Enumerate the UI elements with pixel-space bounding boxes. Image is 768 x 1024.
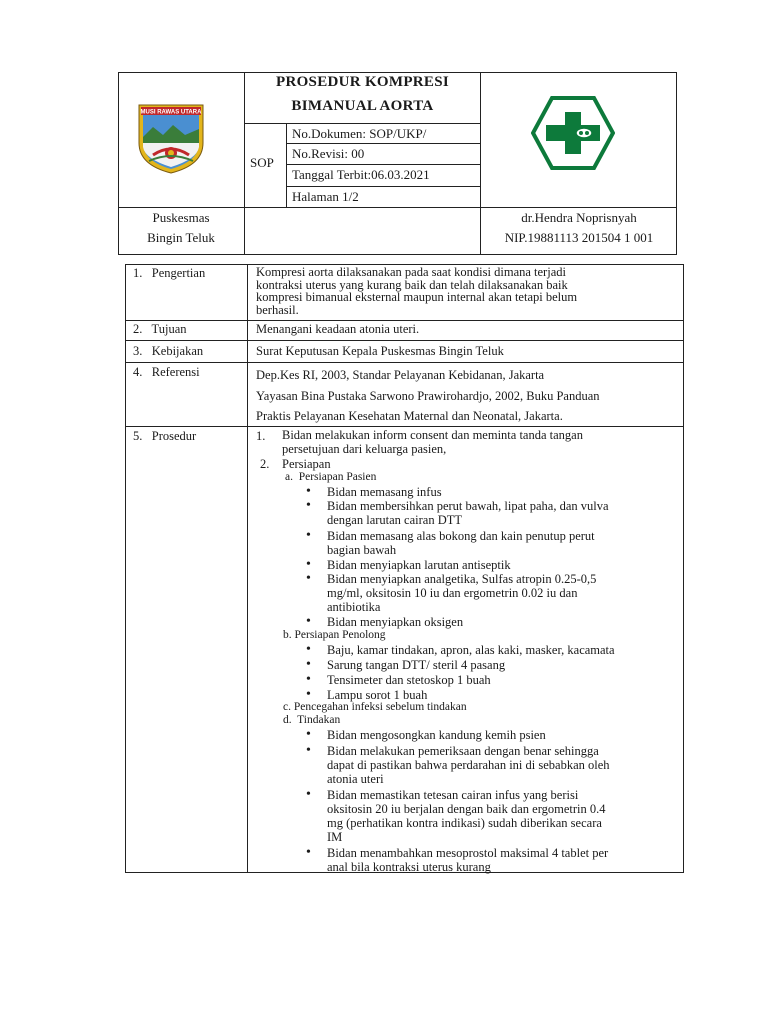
header-divider-v1 xyxy=(244,72,245,255)
list-item: • Bidan melakukan pemeriksaan dengan benar sehingga xyxy=(327,744,599,759)
signer-block: dr.Hendra Noprisnyah NIP.19881113 201504 1 001 xyxy=(504,210,654,245)
section-d-title: d. Tindakan xyxy=(283,714,341,726)
section-b-title: b. Persiapan Penolong xyxy=(283,629,386,641)
list-item: • Bidan memastikan tetesan cairan infus yang berisi xyxy=(327,788,578,803)
list-item: • Bidan menambahkan mesoprostol maksimal 4 tablet per xyxy=(327,846,608,861)
header-border-bottom xyxy=(118,254,677,255)
header-divider-sop xyxy=(286,123,287,208)
list-item: • Bidan menyiapkan oksigen xyxy=(327,615,463,630)
kebijakan-text: Surat Keputusan Kepala Puskesmas Bingin Teluk xyxy=(256,344,504,358)
body-column-divider xyxy=(247,264,248,873)
label-tujuan: 2. Tujuan xyxy=(133,322,187,336)
list-item-continued: mg/ml, oksitosin 10 iu dan ergometrin 0.02 iu dan xyxy=(327,586,578,600)
section-c-title: c. Pencegahan infeksi sebelum tindakan xyxy=(283,701,467,713)
puskesmas-name: Puskesmas Bingin Teluk xyxy=(147,210,215,245)
header-border-top xyxy=(118,72,677,73)
halaman: Halaman 1/2 xyxy=(292,189,359,204)
sop-label: SOP xyxy=(250,155,274,170)
list-item: • Lampu sorot 1 buah xyxy=(327,688,427,703)
body-border-left xyxy=(125,264,126,873)
body-row-line xyxy=(125,362,684,363)
list-item: • Bidan membersihkan perut bawah, lipat paha, dan vulva xyxy=(327,499,609,514)
list-item: • Bidan menyiapkan analgetika, Sulfas atropin 0.25-0,5 xyxy=(327,572,596,587)
list-item: • Baju, kamar tindakan, apron, alas kaki, masker, kacamata xyxy=(327,643,615,658)
header-border-left xyxy=(118,72,119,255)
list-item-continued: mg (perhatikan kontra indikasi) sudah diberikan secara xyxy=(327,816,602,830)
header-middle-line xyxy=(118,207,677,208)
header-border-right xyxy=(676,72,677,255)
list-item-continued: oksitosin 20 iu berjalan dengan baik dan ergometrin 0.4 xyxy=(327,802,606,816)
no-revisi: No.Revisi: 00 xyxy=(292,146,365,161)
list-item-continued: dengan larutan cairan DTT xyxy=(327,513,463,527)
header-row-line xyxy=(286,186,480,187)
list-item-continued: IM xyxy=(327,830,343,844)
list-item: • Bidan mengosongkan kandung kemih psien xyxy=(327,728,546,743)
list-item: • Bidan memasang infus xyxy=(327,485,442,500)
header-title-bottom xyxy=(244,123,480,124)
musi-rawas-utara-emblem xyxy=(137,103,205,175)
document-title: PROSEDUR KOMPRESI BIMANUAL AORTA xyxy=(275,74,450,114)
header-row-line xyxy=(286,143,480,144)
puskesmas-logo xyxy=(531,96,615,170)
label-prosedur: 5. Prosedur xyxy=(133,429,197,443)
body-row-line xyxy=(125,320,684,321)
list-item-continued: anal bila kontraksi uterus kurang xyxy=(327,860,491,874)
label-kebijakan: 3. Kebijakan xyxy=(133,344,204,358)
no-dokumen: No.Dokumen: SOP/UKP/ xyxy=(292,126,427,141)
section-a-title: a. Persiapan Pasien xyxy=(285,471,377,483)
list-item-continued: antibiotika xyxy=(327,600,381,614)
list-item-continued: dapat di pastikan bahwa perdarahan ini di sebabkan oleh xyxy=(327,758,610,772)
list-item-continued: atonia uteri xyxy=(327,772,384,786)
list-item: • Sarung tangan DTT/ steril 4 pasang xyxy=(327,658,505,673)
emblem-text: MUSI RAWAS UTARA xyxy=(140,109,202,116)
referensi-text: Dep.Kes RI, 2003, Standar Pelayanan Kebidanan, Jakarta Yayasan Bina Pustaka Sarwono Prawirohardjo, 2002, Buku Panduan Praktis Pelayanan Kesehatan Maternal dan Neonatal, Jakarta. xyxy=(256,368,600,423)
tanggal-terbit: Tanggal Terbit:06.03.2021 xyxy=(292,167,430,182)
header-divider-v2 xyxy=(480,72,481,255)
body-border-right xyxy=(683,264,684,873)
header-row-line xyxy=(286,164,480,165)
list-item: • Bidan menyiapkan larutan antiseptik xyxy=(327,558,511,573)
label-referensi: 4. Referensi xyxy=(133,365,200,379)
tujuan-text: Menangani keadaan atonia uteri. xyxy=(256,322,420,336)
list-item-continued: bagian bawah xyxy=(327,543,397,557)
list-item: • Tensimeter dan stetoskop 1 buah xyxy=(327,673,491,688)
list-item: • Bidan memasang alas bokong dan kain penutup perut xyxy=(327,529,595,544)
pengertian-text: Kompresi aorta dilaksanakan pada saat kondisi dimana terjadi kontraksi uterus yang kurang baik dan telah dilaksanakan baik kompresi bimanual eksternal maupun internal akan tetapi belum berhasil. xyxy=(256,265,578,317)
body-row-line xyxy=(125,340,684,341)
label-pengertian: 1. Pengertian xyxy=(133,266,206,280)
